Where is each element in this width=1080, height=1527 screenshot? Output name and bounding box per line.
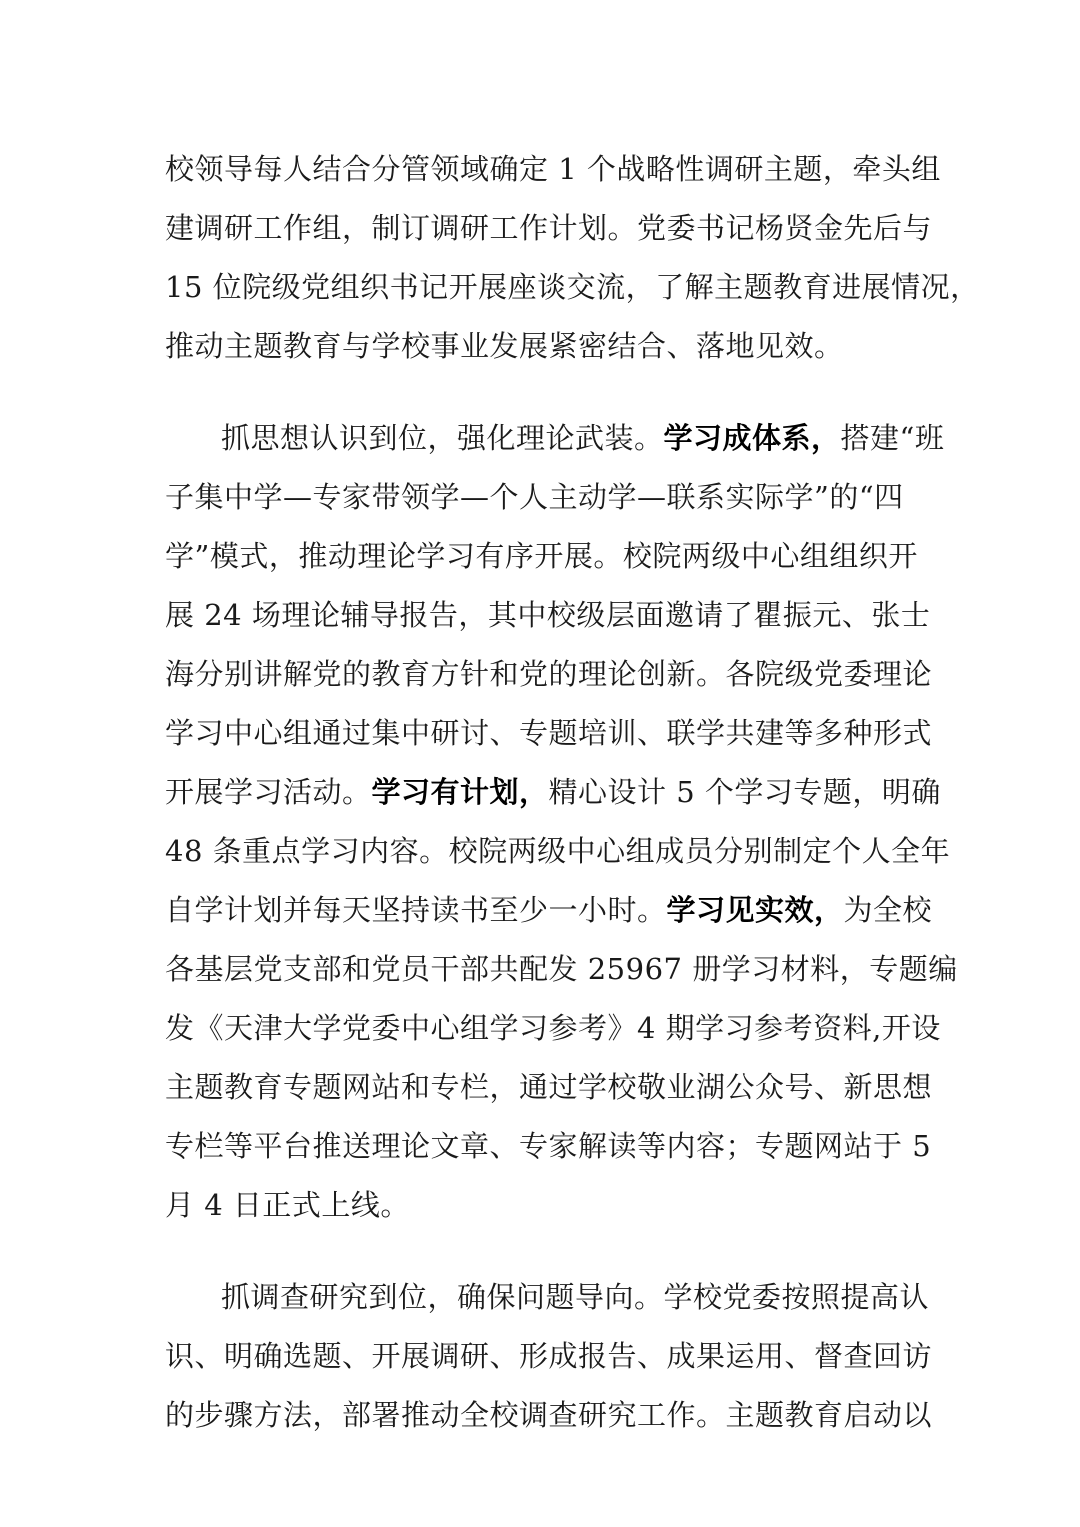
text-line: 的步骤方法，部署推动全校调查研究工作。主题教育启动以 (165, 1398, 933, 1432)
paragraph-1 (165, 140, 980, 376)
text-line: 识、明确选题、开展调研、形成报告、成果运用、督查回访 (165, 1339, 933, 1373)
text-line: 学习中心组通过集中研讨、专题培训、联学共建等多种形式 (165, 716, 933, 750)
text-line: 月 4 日正式上线。 (165, 1188, 410, 1222)
bold-heading-study-plan: 学习有计划， (371, 775, 549, 809)
paragraph-3 (165, 1268, 933, 1445)
paragraph-spacing (165, 376, 925, 409)
text-line: 子集中学—专家带领学—个人主动学—联系实际学”的“四 (165, 480, 904, 514)
bold-heading-study-system: 学习成体系， (663, 421, 841, 455)
text-line: 建调研工作组，制订调研工作计划。党委书记杨贤金先后与 (165, 211, 933, 245)
paragraph-spacing (165, 1235, 925, 1268)
bold-heading-study-results: 学习见实效， (666, 893, 844, 927)
text-line: 48 条重点学习内容。校院两级中心组成员分别制定个人全年 (165, 834, 951, 868)
text-line: 自学计划并每天坚持读书至少一小时。学习见实效，为全校 (165, 893, 933, 927)
text-line: 开展学习活动。学习有计划，精心设计 5 个学习专题，明确 (165, 775, 941, 809)
text-line: 抓思想认识到位，强化理论武装。学习成体系，搭建“班 (221, 421, 945, 455)
text-line: 发《天津大学党委中心组学习参考》4 期学习参考资料,开设 (165, 1011, 941, 1045)
text-line: 展 24 场理论辅导报告，其中校级层面邀请了瞿振元、张士 (165, 598, 931, 632)
text-line: 专栏等平台推送理论文章、专家解读等内容；专题网站于 5 (165, 1129, 932, 1163)
text-line: 海分别讲解党的教育方针和党的理论创新。各院级党委理论 (165, 657, 933, 691)
text-line: 推动主题教育与学校事业发展紧密结合、落地见效。 (165, 329, 844, 363)
text-line: 主题教育专题网站和专栏，通过学校敬业湖公众号、新思想 (165, 1070, 933, 1104)
paragraph-2 (165, 409, 958, 1235)
text-line: 15 位院级党组织书记开展座谈交流，了解主题教育进展情况， (165, 270, 980, 304)
text-line: 学”模式，推动理论学习有序开展。校院两级中心组组织开 (165, 539, 918, 573)
text-line: 各基层党支部和党员干部共配发 25967 册学习材料，专题编 (165, 952, 958, 986)
document-body (165, 140, 980, 1445)
text-line: 校领导每人结合分管领域确定 1 个战略性调研主题，牵头组 (165, 152, 941, 186)
text-line: 抓调查研究到位，确保问题导向。学校党委按照提高认 (221, 1280, 930, 1314)
